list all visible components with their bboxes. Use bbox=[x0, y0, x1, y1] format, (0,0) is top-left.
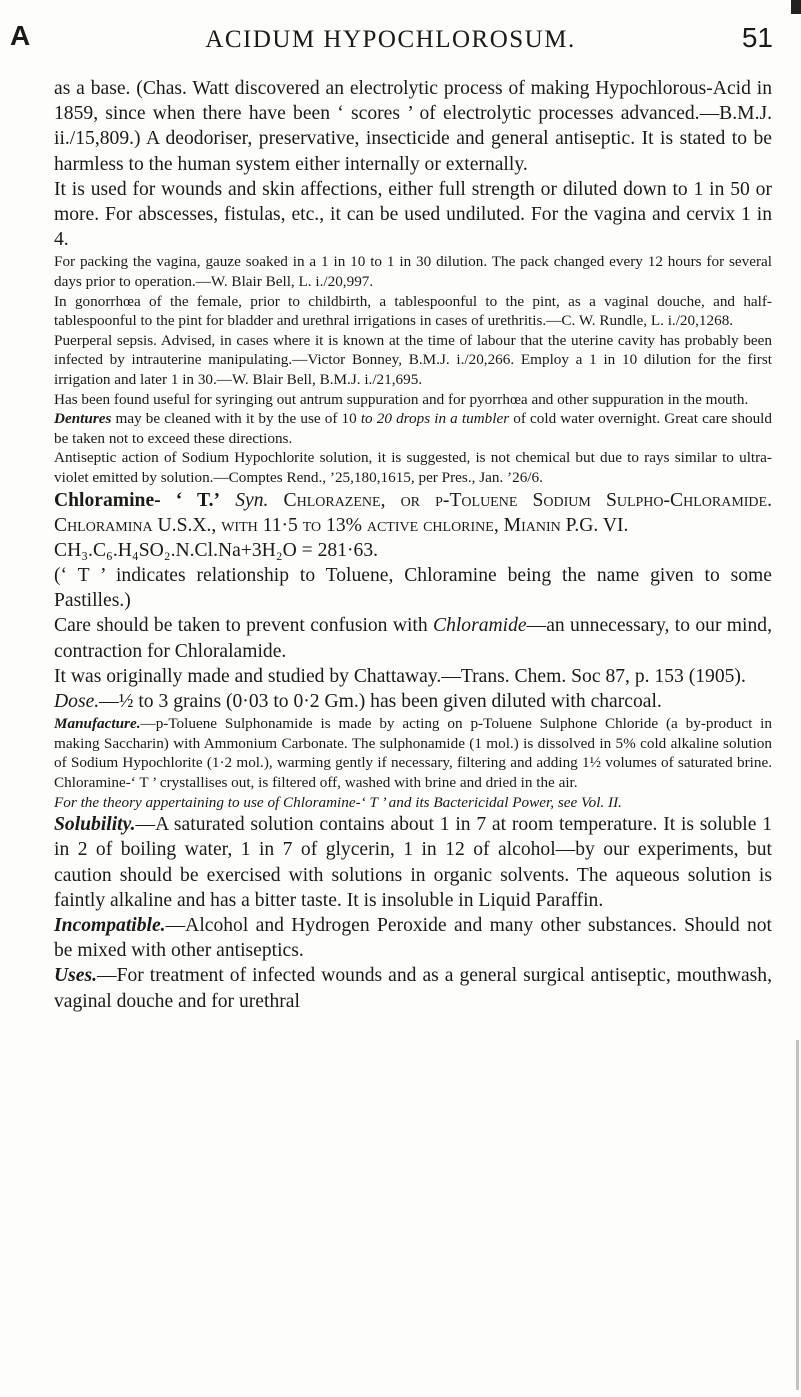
chloramine-entry bbox=[54, 488, 772, 538]
chloramine-heading: Chloramine- ‘ T.’ bbox=[54, 489, 221, 511]
synonym-names: Chlorazene, or p-Toluene Sodium Sulpho-Chloramide. Chloramina U.S.X., with 11·5 to 13% active chlorine, Mianin P.G. VI. bbox=[54, 489, 772, 536]
uses-section bbox=[54, 963, 772, 1013]
manufacture-heading: Manufacture. bbox=[54, 715, 141, 733]
paragraph-usage: It is used for wounds and skin affections, either full strength or diluted down to 1 in 50 or more. For abscesses, fistulas, etc., it can be used undiluted. For the vagina and cervix 1 in 4. bbox=[54, 178, 772, 251]
theory-reference: For the theory appertaining to use of Chloramine-‘ T ’ and its Bactericidal Power, see Vol. II. bbox=[54, 793, 622, 811]
dentures-text-a: may be cleaned with it by the use of 10 bbox=[111, 410, 361, 428]
synonym-label: Syn. bbox=[235, 489, 269, 511]
confusion-text-c: —an unnecessary, to our mind, contraction for Chloralamide. bbox=[54, 615, 772, 662]
chloramine-origin: It was originally made and studied by Chattaway.—Trans. Chem. Soc 87, p. 153 (1905). bbox=[54, 665, 746, 687]
note-dentures bbox=[54, 409, 772, 448]
running-title: ACIDUM HYPOCHLOROSUM. bbox=[205, 26, 576, 53]
confusion-term: Chloramide bbox=[433, 615, 527, 637]
manufacture-text: —p-Toluene Sulphonamide is made by acting on p-Toluene Sulphone Chloride (a by-product in making Saccharin) with Ammonium Carbonate. The sulphonamide (1 mol.) is dissolved in 5% cold alkaline solution of Sodium Hypochlorite (1·2 mol.), warming gently if necessary, filtering and adding 1½ volumes of saturated brine. Chloramine-‘ T ’ crystallises out, is filtered off, washed with brine and dried in the air. bbox=[54, 715, 772, 791]
note-antiseptic-action: Antiseptic action of Sodium Hypochlorite solution, it is suggested, is not chemical but due to rays similar to ultra-violet emitted by solution.—Comptes Rend., ’25,180,1615, per Pres., Jan. ’26/6. bbox=[54, 449, 772, 486]
uses-text: —For treatment of infected wounds and as a general surgical antiseptic, mouthwash, vaginal douche and for urethral bbox=[54, 965, 772, 1012]
note-vaginal-packing: For packing the vagina, gauze soaked in a 1 in 10 to 1 in 30 dilution. The pack changed every 12 hours for several days prior to operation.—W. Blair Bell, L. i./20,997. bbox=[54, 253, 772, 291]
incompatible-section bbox=[54, 913, 772, 963]
incompatible-text: —Alcohol and Hydrogen Peroxide and many other substances. Should not be mixed with other antiseptics. bbox=[54, 914, 772, 962]
page-number: 51 bbox=[741, 22, 773, 53]
dose-section bbox=[54, 689, 772, 714]
note-gonorrhoea: In gonorrhœa of the female, prior to childbirth, a tablespoonful to the pint, as a vaginal douche, and half-tablespoonful to the pint for bladder and urethral irrigations in cases of urethritis.—C. W. Rundle, L. i./20,1268. bbox=[54, 292, 772, 330]
solubility-heading: Solubility. bbox=[54, 814, 136, 836]
dentures-text-b: to 20 drops in a tumbler bbox=[360, 410, 510, 428]
page-body bbox=[54, 76, 772, 1014]
confusion-text-a: Care should be taken to prevent confusion with bbox=[54, 615, 433, 637]
dentures-text-c: of cold water overnight. Great care should be taken not to exceed these directions. bbox=[54, 410, 772, 447]
page-edge-shadow bbox=[796, 1040, 799, 1390]
chemical-formula: CH₃.C₆.H₄SO₂.N.Cl.Na+3H₂O = 281·63. bbox=[54, 539, 379, 561]
dentures-heading: Dentures bbox=[54, 410, 112, 428]
note-antrum: Has been found useful for syringing out antrum suppuration and for pyorrhœa and other suppuration in the mouth. bbox=[54, 390, 749, 408]
manufacture-section bbox=[54, 714, 772, 792]
paragraph-base: as a base. (Chas. Watt discovered an electrolytic process of making Hypochlorous-Acid in 1859, since when there have been ‘ scores ’ of electrolytic processes advanced.—B.M.J. ii./15,809.) A deodoriser, preservative, insecticide and general antiseptic. It is stated to be harmless to the human system either internally or externally. bbox=[54, 78, 772, 175]
section-letter: A bbox=[10, 20, 31, 51]
solubility-text: —A saturated solution contains about 1 in 7 at room temperature. It is soluble 1 in 2 of boiling water, 1 in 7 of glycerin, 1 in 12 of alcohol—by our experiments, but caution should be exercised with solutions in organic solvents. The aqueous solution is faintly alkaline and has a bitter taste. It is insoluble in Liquid Paraffin. bbox=[54, 814, 772, 911]
note-puerperal-sepsis: Puerperal sepsis. Advised, in cases where it is known at the time of labour that the uterine cavity has probably been infected by intrauterine manipulating.—Victor Bonney, B.M.J. i./20,266. Employ a 1 in 10 dilution for the first irrigation and later 1 in 30.—W. Blair Bell, B.M.J. i./21,695. bbox=[54, 331, 772, 388]
running-header bbox=[8, 20, 773, 60]
uses-heading: Uses. bbox=[54, 965, 97, 987]
incompatible-heading: Incompatible. bbox=[54, 914, 166, 936]
solubility-section bbox=[54, 812, 772, 913]
page-corner-mark bbox=[791, 0, 801, 14]
chloramine-confusion bbox=[54, 613, 772, 663]
dose-heading: Dose. bbox=[54, 690, 100, 712]
chloramine-note-t: (‘ T ’ indicates relationship to Toluene, Chloramine being the name given to some Pastilles.) bbox=[54, 564, 772, 612]
dose-text: —½ to 3 grains (0·03 to 0·2 Gm.) has been given diluted with charcoal. bbox=[99, 690, 662, 712]
